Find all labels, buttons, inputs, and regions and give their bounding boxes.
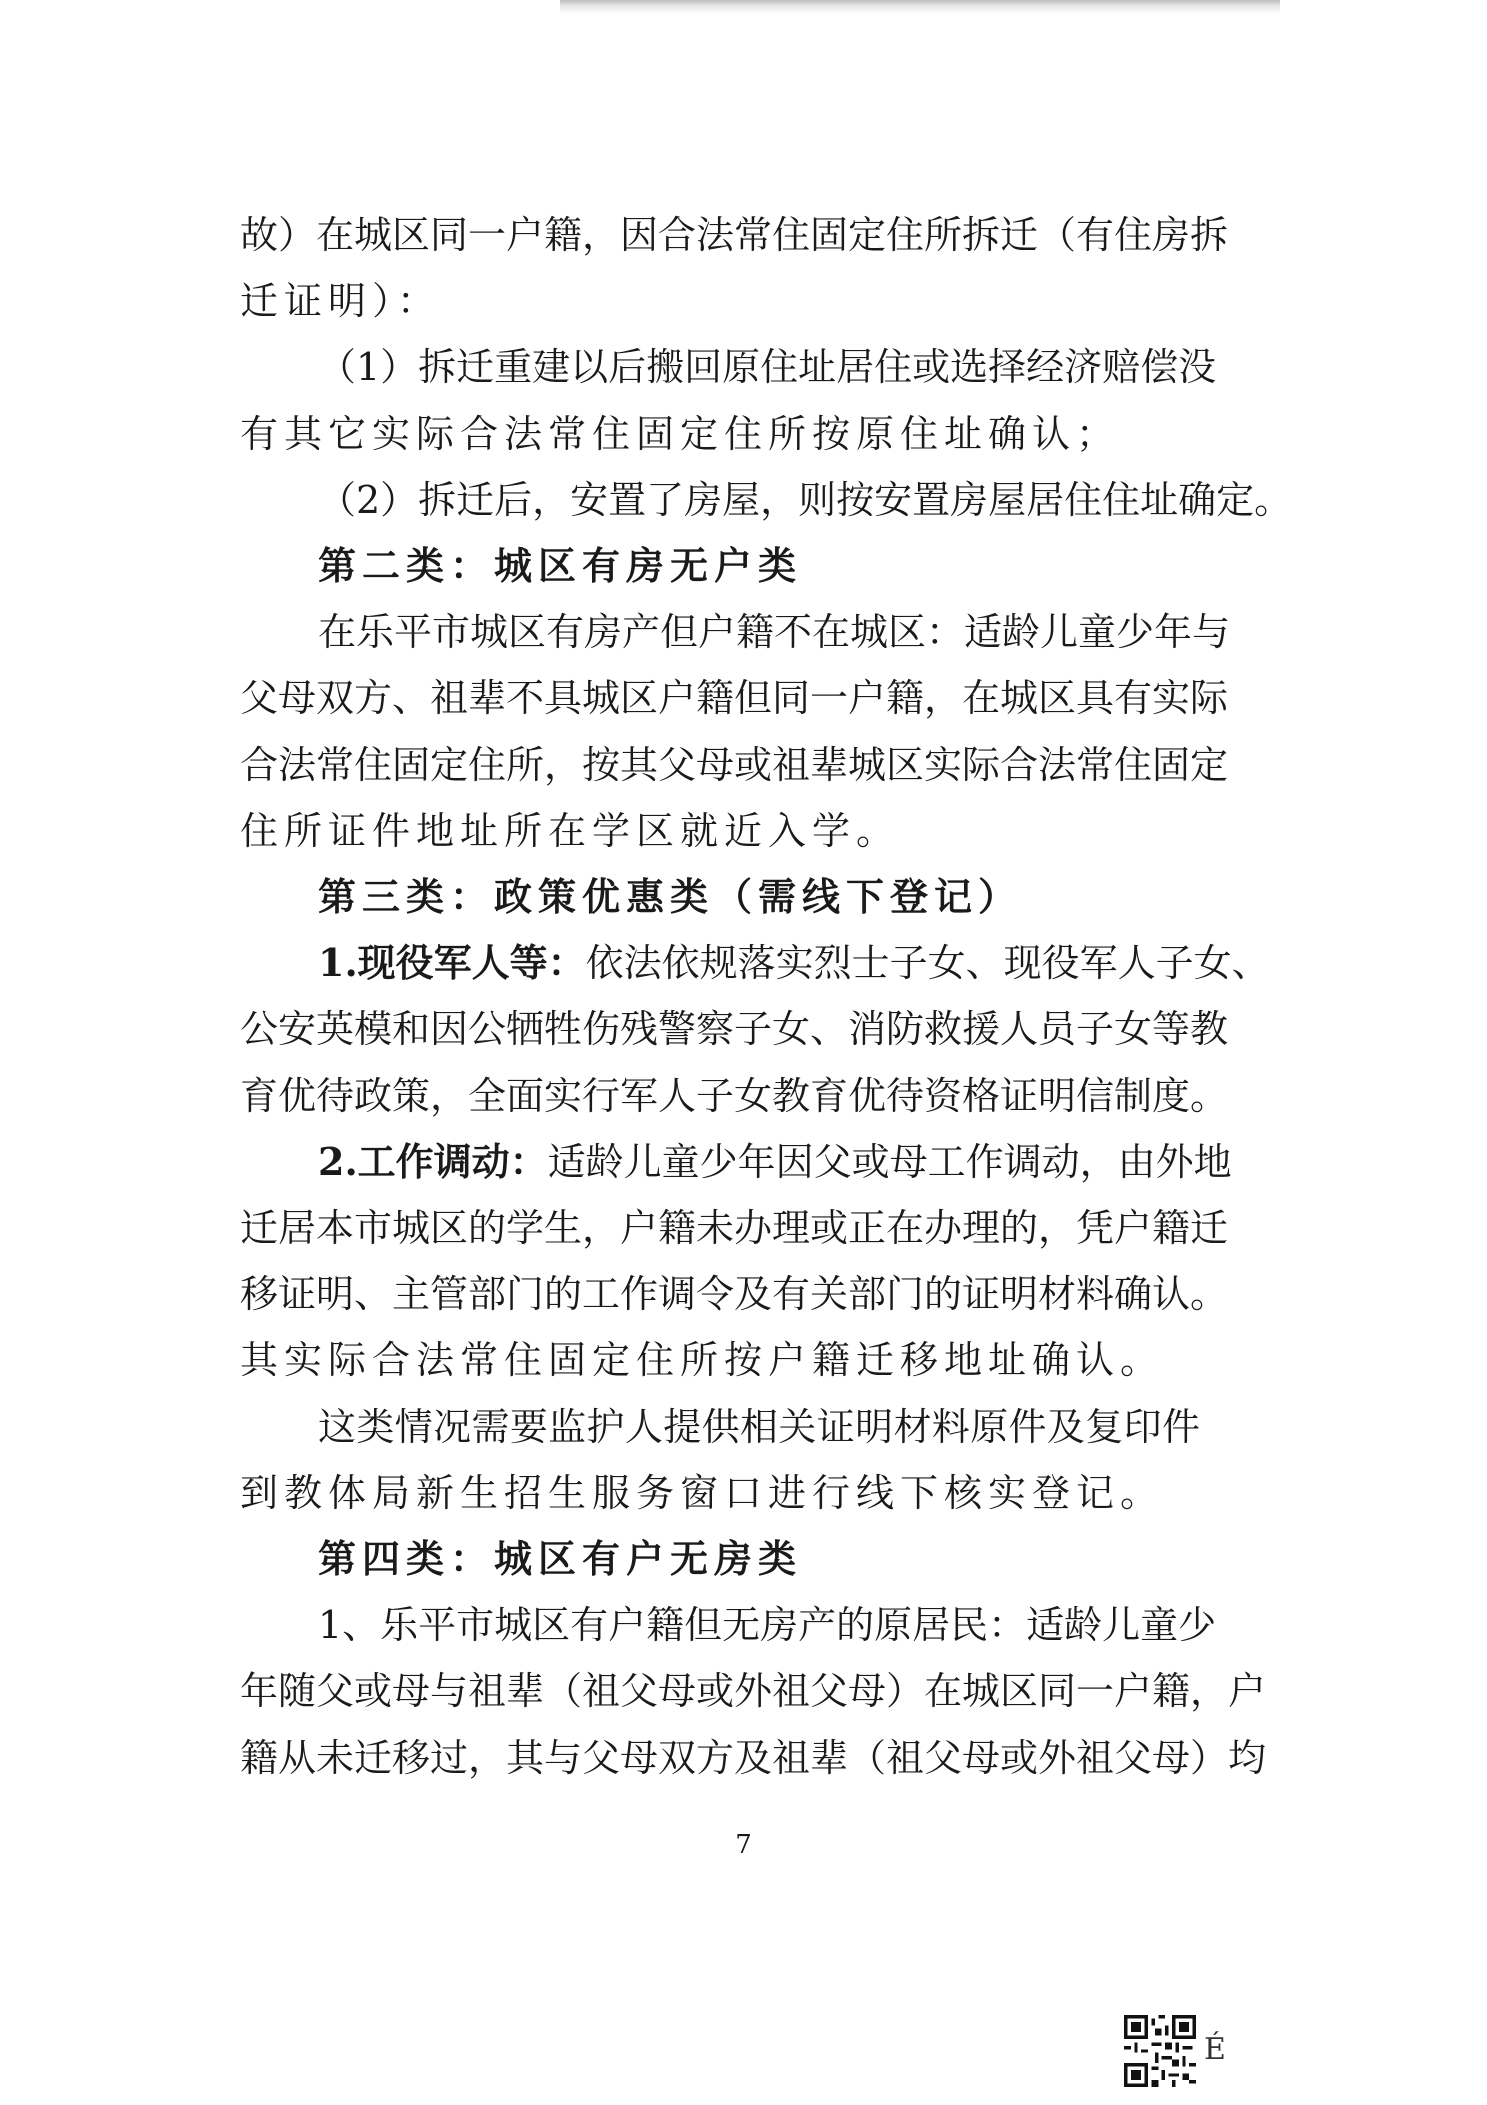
body-text: 合法常住固定住所，按其父母或祖辈城区实际合法常住固定 <box>240 742 1229 787</box>
text-line <box>240 1325 1200 1395</box>
section-heading: 第四类：城区有户无房类 <box>318 1536 803 1581</box>
body-text: 在乐平市城区有房产但户籍不在城区：适龄儿童少年与 <box>318 610 1231 655</box>
body-text: 其实际合法常住固定住所按户籍迁移地址确认。 <box>240 1338 1165 1383</box>
body-text: 依法依规落实烈士子女、现役军人子女、 <box>585 941 1270 986</box>
section-heading: 1.现役军人等： <box>318 940 586 986</box>
text-line <box>240 862 1200 932</box>
text-line <box>240 1127 1232 1197</box>
corner-mark: É <box>1204 2032 1226 2067</box>
text-line <box>240 1193 1229 1263</box>
body-text: 育优待政策，全面实行军人子女教育优待资格证明信制度。 <box>240 1073 1229 1118</box>
body-text: 年随父或母与祖辈（祖父母或外祖父母）在城区同一户籍，户 <box>240 1669 1267 1714</box>
text-line <box>240 332 1217 402</box>
text-line <box>240 730 1229 800</box>
text-line <box>240 994 1229 1064</box>
section-heading: 2.工作调动： <box>318 1138 548 1184</box>
body-text: 1、乐平市城区有户籍但无房产的原居民：适龄儿童少 <box>318 1603 1217 1648</box>
body-text: 故）在城区同一户籍，因合法常住固定住所拆迁（有住房拆 <box>240 213 1229 257</box>
body-text: 父母双方、祖辈不具城区户籍但同一户籍，在城区具有实际 <box>240 676 1229 721</box>
text-line <box>240 1458 1200 1528</box>
text-line <box>240 1656 1267 1726</box>
body-text: 公安英模和因公牺牲伤残警察子女、消防救援人员子女等教 <box>240 1007 1229 1052</box>
body-text: 迁居本市城区的学生，户籍未办理或正在办理的，凭户籍迁 <box>240 1206 1229 1250</box>
body-text: （1）拆迁重建以后搬回原住址居住或选择经济赔偿没 <box>318 345 1217 390</box>
body-text: 迁证明）： <box>240 279 442 324</box>
text-line <box>240 1392 1200 1462</box>
text-line <box>240 465 1293 535</box>
text-line <box>240 1259 1229 1329</box>
section-heading: 第二类：城区有房无户类 <box>318 543 803 588</box>
body-text: 适龄儿童少年因父或母工作调动，由外地 <box>547 1139 1232 1184</box>
text-line <box>240 928 1270 998</box>
text-line <box>240 1590 1217 1660</box>
text-line <box>240 597 1231 667</box>
body-text: 有其它实际合法常住固定住所按原住址确认； <box>240 411 1121 456</box>
text-line <box>240 1524 1200 1594</box>
section-heading: 第三类：政策优惠类（需线下登记） <box>318 874 1023 919</box>
body-text: 籍从未迁移过，其与父母双方及祖辈（祖父母或外祖父母）均 <box>240 1735 1267 1780</box>
body-text: 住所证件地址所在学区就近入学。 <box>240 808 901 853</box>
scan-edge-shadow <box>560 0 1280 14</box>
text-line <box>240 531 1200 601</box>
text-line <box>240 1723 1267 1793</box>
page-number: 7 <box>735 1830 752 1860</box>
text-line <box>240 663 1229 733</box>
text-line <box>240 200 1229 270</box>
qr-code-icon <box>1124 2015 1196 2087</box>
text-line <box>240 266 1200 336</box>
body-text: （2）拆迁后，安置了房屋，则按安置房屋居住住址确定。 <box>318 477 1293 522</box>
body-text: 到教体局新生招生服务窗口进行线下核实登记。 <box>240 1470 1165 1515</box>
text-line <box>240 399 1200 469</box>
body-text: 这类情况需要监护人提供相关证明材料原件及复印件 <box>318 1404 1200 1449</box>
text-line <box>240 1061 1229 1131</box>
text-line <box>240 796 1200 866</box>
body-text: 移证明、主管部门的工作调令及有关部门的证明材料确认。 <box>240 1272 1229 1317</box>
